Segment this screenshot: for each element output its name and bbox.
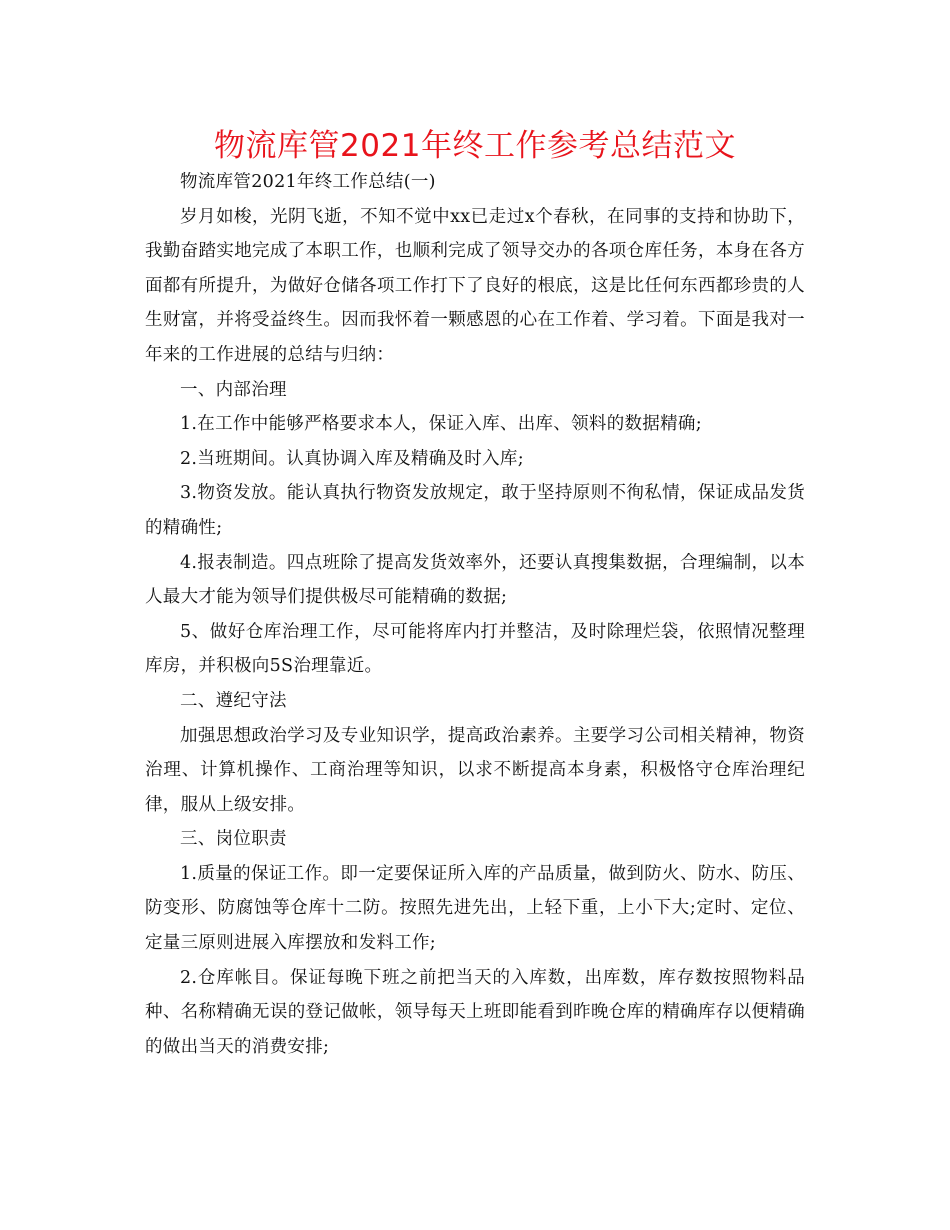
body-paragraph: 加强思想政治学习及专业知识学，提高政治素养。主要学习公司相关精神，物资治理、计算机操作、工商治理等知识，以求不断提高本身素，积极恪守仓库治理纪律，服从上级安排。	[145, 725, 805, 815]
list-item: 2.仓库帐目。保证每晚下班之前把当天的入库数，出库数，库存数按照物料品种、名称精确无误的登记做帐，领导每天上班即能看到昨晚仓库的精确库存以便精确的做出当天的消费安排;	[145, 967, 805, 1057]
list-item: 5、做好仓库治理工作，尽可能将库内打并整洁，及时除理烂袋，依照情况整理库房，并积极向5S治理靠近。	[145, 621, 805, 677]
document-title: 物流库管2021年终工作参考总结范文	[214, 128, 736, 164]
list-item: 4.报表制造。四点班除了提高发货效率外，还要认真搜集数据，合理编制，以本人最大才能为领导们提供极尽可能精确的数据;	[145, 552, 805, 608]
list-item: 2.当班期间。认真协调入库及精确及时入库;	[180, 448, 524, 469]
list-item: 3.物资发放。能认真执行物资发放规定，敢于坚持原则不徇私情，保证成品发货的精确性;	[145, 483, 805, 538]
subtitle-paragraph: 物流库管2021年终工作总结(一)	[180, 172, 436, 192]
intro-paragraph: 岁月如梭，光阴飞逝，不知不觉中xx已走过x个春秋，在同事的支持和协助下，我勤奋踏实地完成了本职工作，也顺利完成了领导交办的各项仓库任务，本身在各方面都有所提升，为做好仓储各项工作打下了良好的根底，这是比任何东西都珍贵的人生财富，并将受益终生。因而我怀着一颗感恩的心在工作着、学习着。下面是我对一年来的工作进展的总结与归纳：	[145, 206, 805, 365]
document-body	[145, 165, 805, 1064]
list-item: 1.在工作中能够严格要求本人，保证入库、出库、领料的数据精确;	[180, 414, 702, 435]
section-heading-discipline: 二、遵纪守法	[180, 690, 287, 711]
list-item: 1.质量的保证工作。即一定要保证所入库的产品质量，做到防火、防水、防压、防变形、防腐蚀等仓库十二防。按照先进先出，上轻下重，上小下大;定时、定位、定量三原则进展入库摆放和发料工作;	[145, 863, 805, 954]
section-heading-internal-management: 一、内部治理	[180, 379, 287, 400]
section-heading-duties: 三、岗位职责	[180, 829, 287, 850]
